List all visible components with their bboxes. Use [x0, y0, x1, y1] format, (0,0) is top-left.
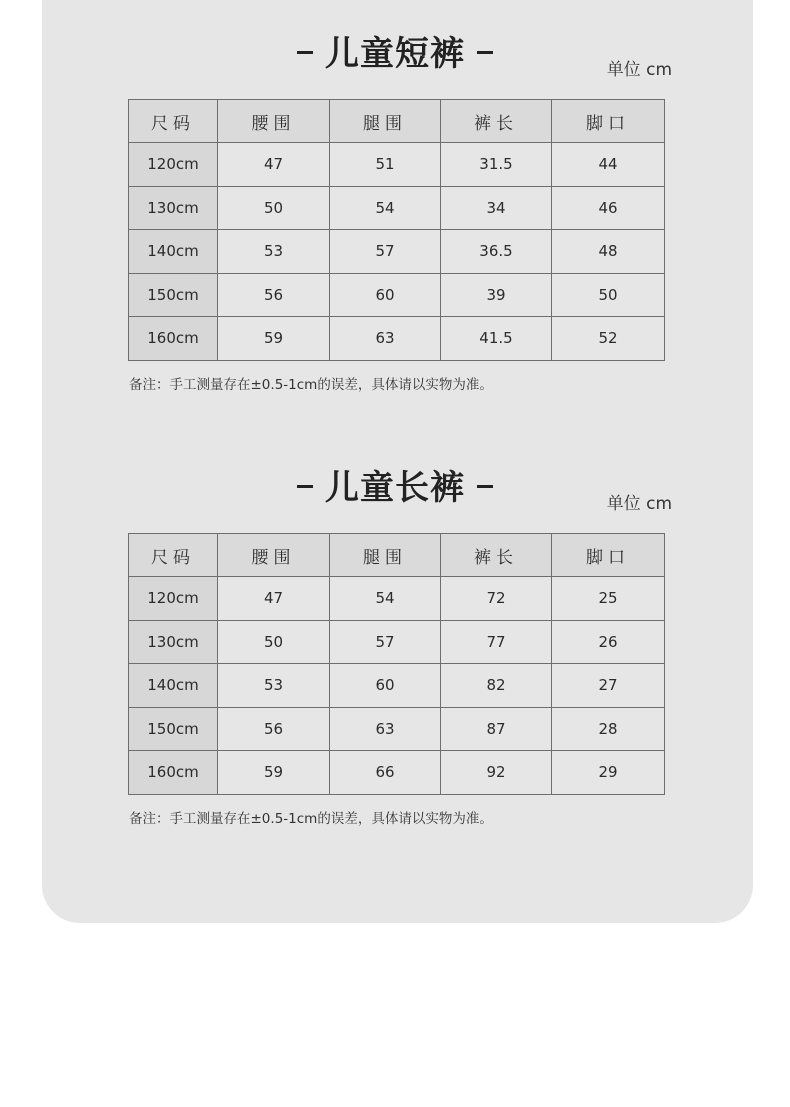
- length-cell: 41.5: [441, 317, 552, 361]
- table-header-row: [129, 100, 665, 143]
- table-row: [129, 664, 665, 708]
- length-cell: 39: [441, 273, 552, 317]
- size-cell: 120cm: [129, 577, 218, 621]
- waist-cell: 59: [218, 317, 330, 361]
- table-row: [129, 273, 665, 317]
- size-cell: 140cm: [129, 664, 218, 708]
- shorts-size-table: [128, 99, 665, 361]
- hem-cell: 50: [552, 273, 665, 317]
- table-row: [129, 707, 665, 751]
- hem-cell: 26: [552, 620, 665, 664]
- thigh-cell: 51: [330, 143, 441, 187]
- thigh-cell: 57: [330, 620, 441, 664]
- title-dash-left: [297, 51, 313, 54]
- size-cell: 160cm: [129, 751, 218, 795]
- thigh-cell: 63: [330, 317, 441, 361]
- thigh-cell: 60: [330, 664, 441, 708]
- header-size: 尺码: [129, 100, 218, 143]
- size-cell: 140cm: [129, 230, 218, 274]
- thigh-cell: 66: [330, 751, 441, 795]
- length-cell: 72: [441, 577, 552, 621]
- length-cell: 31.5: [441, 143, 552, 187]
- pants-measurement-note: 备注：手工测量存在±0.5-1cm的误差，具体请以实物为准。: [129, 811, 493, 827]
- pants-unit-label: 单位 cm: [606, 494, 672, 514]
- waist-cell: 47: [218, 143, 330, 187]
- size-cell: 130cm: [129, 620, 218, 664]
- hem-cell: 48: [552, 230, 665, 274]
- shorts-measurement-note: 备注：手工测量存在±0.5-1cm的误差，具体请以实物为准。: [129, 377, 493, 393]
- thigh-cell: 60: [330, 273, 441, 317]
- shorts-title-row: [0, 32, 790, 80]
- hem-cell: 52: [552, 317, 665, 361]
- pants-size-table: [128, 533, 665, 795]
- thigh-cell: 63: [330, 707, 441, 751]
- header-length: 裤长: [441, 100, 552, 143]
- table-row: [129, 577, 665, 621]
- table-header-row: [129, 534, 665, 577]
- table-row: [129, 751, 665, 795]
- table-row: [129, 186, 665, 230]
- header-thigh: 腿围: [330, 534, 441, 577]
- title-dash-left: [297, 485, 313, 488]
- size-cell: 120cm: [129, 143, 218, 187]
- waist-cell: 50: [218, 186, 330, 230]
- hem-cell: 29: [552, 751, 665, 795]
- table-row: [129, 143, 665, 187]
- table-row: [129, 317, 665, 361]
- size-cell: 150cm: [129, 707, 218, 751]
- size-cell: 160cm: [129, 317, 218, 361]
- length-cell: 87: [441, 707, 552, 751]
- title-dash-right: [477, 485, 493, 488]
- size-cell: 150cm: [129, 273, 218, 317]
- thigh-cell: 57: [330, 230, 441, 274]
- waist-cell: 53: [218, 664, 330, 708]
- thigh-cell: 54: [330, 186, 441, 230]
- length-cell: 92: [441, 751, 552, 795]
- thigh-cell: 54: [330, 577, 441, 621]
- waist-cell: 59: [218, 751, 330, 795]
- length-cell: 77: [441, 620, 552, 664]
- waist-cell: 56: [218, 707, 330, 751]
- header-thigh: 腿围: [330, 100, 441, 143]
- header-waist: 腰围: [218, 100, 330, 143]
- hem-cell: 44: [552, 143, 665, 187]
- table-row: [129, 620, 665, 664]
- waist-cell: 56: [218, 273, 330, 317]
- header-hem: 脚口: [552, 534, 665, 577]
- title-dash-right: [477, 51, 493, 54]
- hem-cell: 46: [552, 186, 665, 230]
- length-cell: 36.5: [441, 230, 552, 274]
- waist-cell: 53: [218, 230, 330, 274]
- hem-cell: 28: [552, 707, 665, 751]
- header-length: 裤长: [441, 534, 552, 577]
- header-size: 尺码: [129, 534, 218, 577]
- shorts-unit-label: 单位 cm: [606, 60, 672, 80]
- pants-title-row: [0, 466, 790, 514]
- pants-title-text: 儿童长裤: [325, 468, 465, 508]
- size-cell: 130cm: [129, 186, 218, 230]
- header-hem: 脚口: [552, 100, 665, 143]
- waist-cell: 50: [218, 620, 330, 664]
- length-cell: 34: [441, 186, 552, 230]
- hem-cell: 27: [552, 664, 665, 708]
- shorts-title-text: 儿童短裤: [325, 34, 465, 74]
- waist-cell: 47: [218, 577, 330, 621]
- hem-cell: 25: [552, 577, 665, 621]
- header-waist: 腰围: [218, 534, 330, 577]
- length-cell: 82: [441, 664, 552, 708]
- table-row: [129, 230, 665, 274]
